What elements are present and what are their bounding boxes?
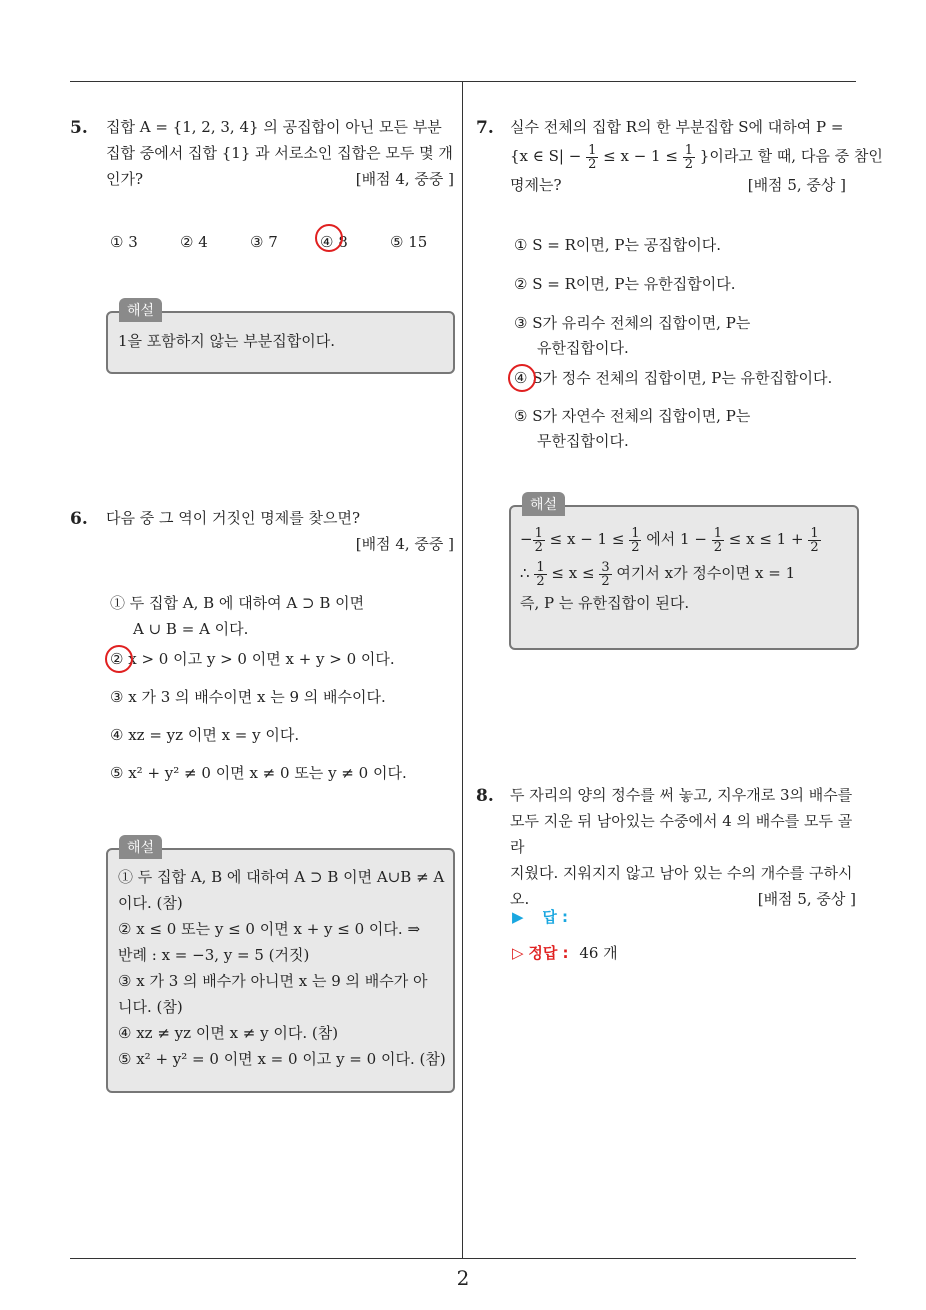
q7-line2-a: {x ∈ S| − bbox=[510, 147, 582, 165]
page-number: 2 bbox=[456, 1266, 470, 1290]
q6-explain-line: ④ xz ≠ yz 이면 x ≠ y 이다. (참) bbox=[118, 1024, 339, 1042]
q8-line4: 오. bbox=[510, 890, 530, 908]
q7-option-2[interactable]: ② S = R이면, P는 유한집합이다. bbox=[514, 275, 736, 293]
q7-explain-tag: 해설 bbox=[522, 492, 565, 516]
q7-fraction: $\frac{1}{2}$ bbox=[684, 142, 693, 172]
q8-answer-row bbox=[512, 906, 568, 927]
q8-answer-label: 답 : bbox=[542, 908, 569, 926]
play-arrow-icon: ▶ bbox=[512, 908, 524, 926]
q7-text bbox=[510, 114, 883, 198]
q6-option-1b: A ∪ B = A 이다. bbox=[133, 620, 249, 638]
q5-answer-mark bbox=[315, 224, 343, 252]
q6-explain-line: ② x ≤ 0 또는 y ≤ 0 이면 x + y ≤ 0 이다. ⇒ bbox=[118, 920, 421, 938]
q6-explain-line: 이다. (참) bbox=[118, 894, 183, 912]
q6-explain-line: ③ x 가 3 의 배수가 아니면 x 는 9 의 배수가 아 bbox=[118, 972, 428, 990]
q5-choices bbox=[110, 229, 450, 255]
q5-line3: 인가? bbox=[106, 170, 144, 188]
q5-choice-1[interactable]: ① 3 bbox=[110, 233, 138, 251]
q7-ex-fraction: $\frac{1}{2}$ bbox=[810, 525, 819, 555]
q8-number: 8. bbox=[476, 786, 494, 806]
q7-ex-fraction: $\frac{1}{2}$ bbox=[631, 525, 640, 555]
q6-text bbox=[106, 505, 456, 557]
q6-explain-text bbox=[118, 864, 448, 1072]
q7-option-5b: 무한집합이다. bbox=[537, 432, 629, 450]
q7-ex-fraction: $\frac{1}{2}$ bbox=[536, 559, 545, 589]
q7-option-1[interactable]: ① S = R이면, P는 공집합이다. bbox=[514, 236, 721, 254]
q7-answer-mark bbox=[508, 364, 536, 392]
q8-text bbox=[510, 782, 860, 912]
q8-correct-label: 정답 : bbox=[528, 944, 569, 962]
q6-explain-line: ⑤ x² + y² = 0 이면 x = 0 이고 y = 0 이다. (참) bbox=[118, 1050, 446, 1068]
q8-line2: 모두 지운 뒤 남아있는 수중에서 4 의 배수를 모두 골라 bbox=[510, 812, 853, 856]
q6-explain-line: ① 두 집합 A, B 에 대하여 A ⊃ B 이면 A∪B ≠ A bbox=[118, 868, 445, 886]
q7-explain-line3: 즉, P 는 유한집합이 된다. bbox=[520, 594, 690, 612]
q6-option-1a[interactable]: ① 두 집합 A, B 에 대하여 A ⊃ B 이면 bbox=[110, 594, 365, 612]
q6-option-4[interactable]: ④ xz = yz 이면 x = y 이다. bbox=[110, 726, 300, 744]
q5-points: [배점 4, 중중 ] bbox=[355, 170, 454, 188]
q8-points: [배점 5, 중상 ] bbox=[757, 890, 856, 908]
q8-line3: 지웠다. 지워지지 않고 남아 있는 수의 개수를 구하시 bbox=[510, 864, 853, 882]
q6-explain-line: 반례 : x = −3, y = 5 (거짓) bbox=[118, 946, 310, 964]
q7-option-3a[interactable]: ③ S가 유리수 전체의 집합이면, P는 bbox=[514, 314, 751, 332]
q6-line1: 다음 중 그 역이 거짓인 명제를 찾으면? bbox=[106, 509, 361, 527]
q7-option-4[interactable]: ④ S가 정수 전체의 집합이면, P는 유한집합이다. bbox=[514, 369, 833, 387]
q6-option-5[interactable]: ⑤ x² + y² ≠ 0 이면 x ≠ 0 또는 y ≠ 0 이다. bbox=[110, 764, 407, 782]
column-divider bbox=[462, 82, 463, 1258]
q5-explain-text: 1을 포함하지 않는 부분집합이다. bbox=[118, 332, 335, 350]
q7-points: [배점 5, 중상 ] bbox=[747, 176, 846, 194]
q5-choice-4[interactable]: ④ 8 bbox=[320, 233, 348, 251]
q7-ex-fraction: $\frac{3}{2}$ bbox=[601, 559, 610, 589]
q7-option-3b: 유한집합이다. bbox=[537, 339, 629, 357]
q5-choice-5[interactable]: ⑤ 15 bbox=[390, 233, 428, 251]
outline-arrow-icon: ▷ bbox=[512, 944, 524, 962]
q7-line3: 명제는? bbox=[510, 176, 562, 194]
q5-explain-tag: 해설 bbox=[119, 298, 162, 322]
q5-line1: 집합 A = {1, 2, 3, 4} 의 공집합이 아닌 모든 부분 bbox=[106, 118, 442, 136]
q5-choice-2[interactable]: ② 4 bbox=[180, 233, 208, 251]
q6-points: [배점 4, 중중 ] bbox=[355, 535, 454, 553]
q7-fraction: $\frac{1}{2}$ bbox=[588, 142, 597, 172]
q7-ex-fraction: $\frac{1}{2}$ bbox=[713, 525, 722, 555]
q6-explain-line: 니다. (참) bbox=[118, 998, 183, 1016]
q6-explain-tag: 해설 bbox=[119, 835, 162, 859]
q7-option-5a[interactable]: ⑤ S가 자연수 전체의 집합이면, P는 bbox=[514, 407, 751, 425]
q8-line1: 두 자리의 양의 정수를 써 놓고, 지우개로 3의 배수를 bbox=[510, 786, 853, 804]
q5-line2: 집합 중에서 집합 {1} 과 서로소인 집합은 모두 몇 개 bbox=[106, 144, 453, 162]
q7-line2-c: }이라고 할 때, 다음 중 참인 bbox=[699, 147, 883, 165]
q7-ex-fraction: $\frac{1}{2}$ bbox=[534, 525, 543, 555]
q6-number: 6. bbox=[70, 509, 88, 529]
q7-explain-text: − $\frac{1}{2}$ ≤ x − 1 ≤ $\frac{1}{2}$ 에서 1 − $\frac{1}{2}$ ≤ x ≤ 1 + $\frac{1}{2}$ ∴ $\frac{1}{2}$ ≤ x ≤ $\frac{3}{2}$ 여기서 x가 정수이면 x = 1 즉, P 는 유한집합이 된다. bbox=[520, 522, 850, 616]
q7-line1: 실수 전체의 집합 R의 한 부분집합 S에 대하여 P = bbox=[510, 118, 844, 136]
q8-correct-value: 46 개 bbox=[579, 944, 618, 962]
top-rule bbox=[70, 81, 856, 82]
q5-number: 5. bbox=[70, 118, 88, 138]
q6-option-2[interactable]: ② x > 0 이고 y > 0 이면 x + y > 0 이다. bbox=[110, 650, 395, 668]
q7-line2-b: ≤ x − 1 ≤ bbox=[603, 147, 678, 165]
q6-answer-mark bbox=[105, 645, 133, 673]
q7-number: 7. bbox=[476, 118, 494, 138]
bottom-rule bbox=[70, 1258, 856, 1259]
q5-text bbox=[106, 114, 456, 192]
q6-option-3[interactable]: ③ x 가 3 의 배수이면 x 는 9 의 배수이다. bbox=[110, 688, 386, 706]
q5-choice-3[interactable]: ③ 7 bbox=[250, 233, 278, 251]
q8-correct-row bbox=[512, 942, 618, 963]
